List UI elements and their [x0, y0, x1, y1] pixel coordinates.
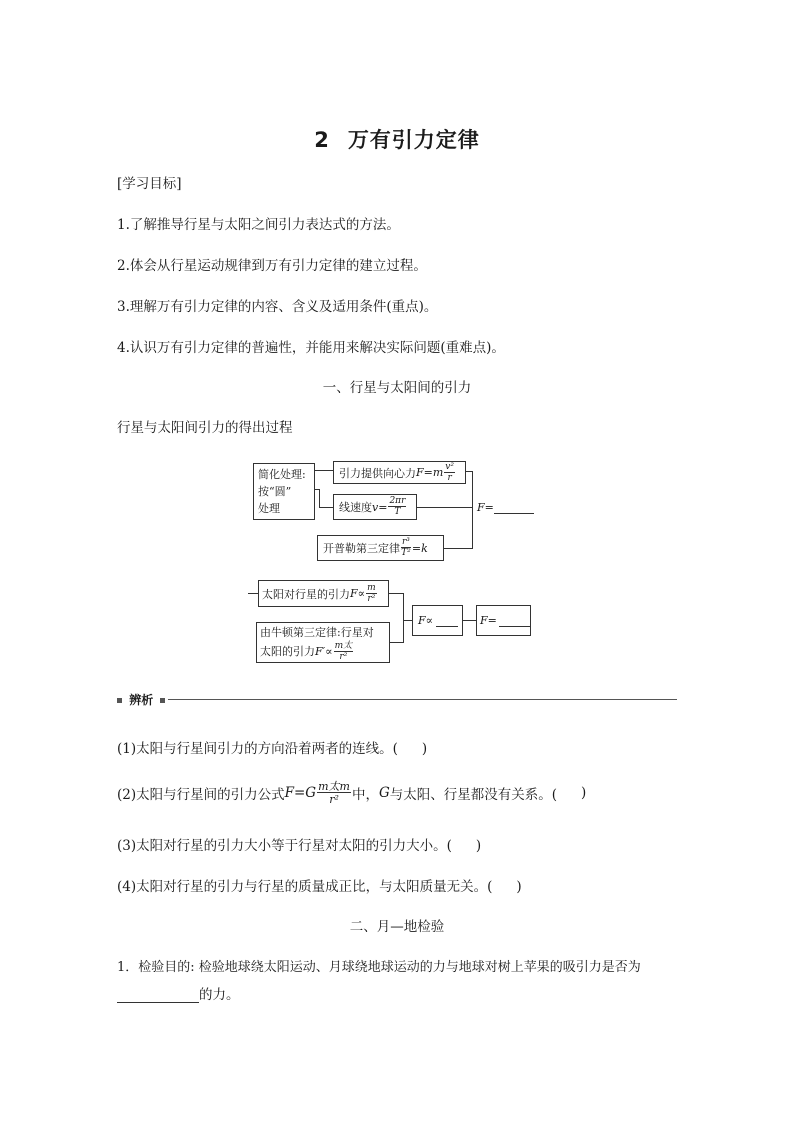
analysis-text: (1)太阳与行星间引力的方向沿着两者的连线。(	[117, 741, 398, 757]
frac-den: T	[394, 507, 401, 517]
simplify-box	[253, 463, 315, 520]
analysis-text: 与太阳、行星都没有关系。(	[389, 787, 558, 803]
square-bullet-icon	[117, 698, 122, 703]
square-bullet-icon	[160, 698, 165, 703]
section1-subheading: 行星与太阳间引力的得出过程	[117, 420, 293, 436]
analysis-item-4	[117, 875, 522, 895]
newton-fraction	[334, 642, 354, 662]
analysis-header-text: 辨析	[129, 693, 154, 707]
answer-blank[interactable]	[117, 987, 199, 1003]
objective-item: 4.认识万有引力定律的普遍性，并能用来解决实际问题(重难点)。	[117, 340, 505, 356]
objective-item: 1.了解推导行星与太阳之间引力表达式的方法。	[117, 217, 400, 233]
gravity-constant: G	[378, 785, 390, 801]
analysis-item-1	[117, 737, 427, 757]
frac-num: m太	[334, 640, 353, 651]
kepler-label: 开普勒第三定律	[323, 542, 400, 555]
centripetal-fraction	[444, 463, 455, 483]
objective-item: 3.理解万有引力定律的内容、含义及适用条件(重点)。	[117, 299, 438, 315]
section2-heading: 二、月—地检验	[349, 919, 445, 935]
simplify-line: 处理	[258, 502, 280, 515]
proportional-box	[412, 605, 463, 636]
analysis-text: (4)太阳对行星的引力与行星的质量成正比，与太阳质量无关。(	[117, 879, 493, 895]
speed-box	[333, 494, 417, 520]
analysis-text: (3)太阳对行星的引力大小等于行星对太阳的引力大小。(	[117, 838, 452, 854]
final-label: F=	[480, 614, 497, 627]
section2-item1-cont	[117, 983, 240, 1003]
frac-den: r²	[367, 593, 376, 604]
frac-num: v²	[445, 461, 454, 472]
sun-on-planet-fraction	[366, 584, 377, 604]
analysis-divider	[168, 699, 677, 700]
frac-num: 2πr	[389, 496, 406, 506]
centripetal-box	[333, 461, 466, 484]
frac-num: r³	[402, 537, 410, 547]
paren-close: )	[421, 741, 428, 757]
newton-formula-lhs: F′∝	[315, 644, 333, 658]
answer-blank[interactable]	[494, 501, 534, 514]
analysis-item-3	[117, 834, 481, 854]
result-formula	[477, 501, 534, 514]
frac-den: r	[447, 472, 452, 483]
section2-item1: 1．检验目的: 检验地球绕太阳运动、月球绕地球运动的力与地球对树上苹果的吸引力是否为	[117, 960, 641, 975]
centripetal-formula-lhs: F=m	[416, 466, 444, 479]
objectives-header: [学习目标]	[117, 176, 182, 192]
frac-den: r²	[339, 651, 348, 662]
analysis-text: 中，	[351, 787, 379, 803]
paren-close: )	[475, 838, 482, 854]
speed-formula-lhs: v=	[372, 500, 388, 514]
answer-blank[interactable]	[436, 614, 458, 627]
newton-line	[260, 642, 354, 662]
title-text: 万有引力定律	[347, 128, 480, 152]
gravity-formula-lhs: F=G	[284, 785, 317, 801]
speed-fraction	[388, 497, 406, 517]
proportional-label: F∝	[418, 614, 434, 627]
frac-num: m	[367, 582, 376, 593]
analysis-header	[117, 691, 165, 708]
newton-third-law-box	[256, 622, 390, 663]
frac-den: r²	[329, 793, 339, 806]
simplify-line: 按“圆”	[258, 485, 292, 498]
section2-suffix: 的力。	[199, 987, 240, 1003]
section1-heading: 一、行星与太阳间的引力	[322, 380, 472, 396]
paren-close: )	[516, 879, 522, 895]
newton-line: 由牛顿第三定律:行星对	[260, 625, 374, 639]
kepler-fraction	[401, 538, 411, 558]
sun-on-planet-box	[258, 580, 389, 607]
answer-blank[interactable]	[499, 614, 530, 627]
analysis-text: (2)太阳与行星间的引力公式	[117, 787, 285, 803]
page-title	[0, 124, 794, 154]
title-number: 2	[314, 128, 330, 152]
frac-den: T²	[401, 548, 411, 558]
kepler-formula-rhs: =k	[411, 541, 428, 555]
speed-label: 线速度	[339, 501, 372, 514]
centripetal-label: 引力提供向心力	[339, 466, 416, 480]
paren-close: )	[581, 785, 587, 801]
final-formula-box	[476, 605, 531, 636]
newton-line-text: 太阳的引力	[260, 644, 315, 658]
gravity-fraction	[317, 781, 351, 805]
analysis-item-2	[117, 781, 586, 805]
frac-num: m太m	[318, 780, 350, 793]
result-label: F=	[477, 501, 494, 514]
objective-item: 2.体会从行星运动规律到万有引力定律的建立过程。	[117, 258, 427, 274]
kepler-box	[317, 535, 444, 561]
sun-on-planet-label: 太阳对行星的引力	[262, 587, 350, 601]
simplify-line: 简化处理:	[258, 468, 306, 481]
sun-on-planet-formula-lhs: F∝	[350, 587, 366, 600]
